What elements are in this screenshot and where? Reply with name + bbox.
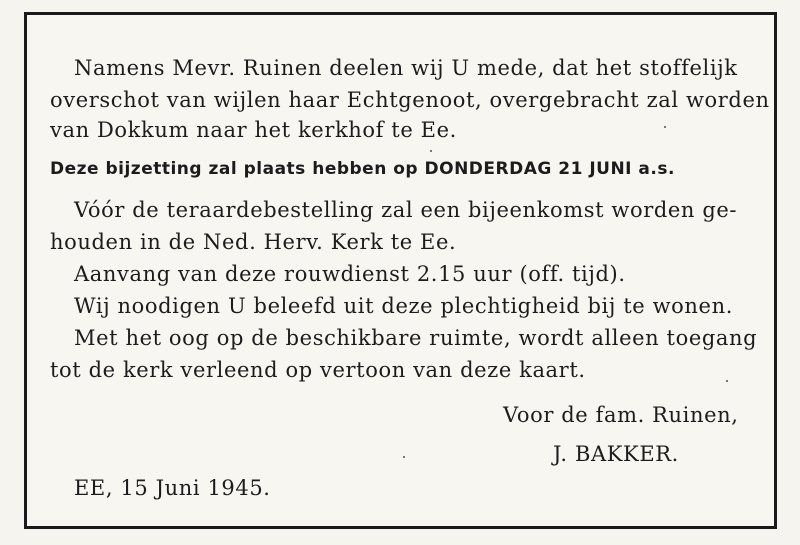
- signature: J. BAKKER.: [553, 442, 679, 466]
- date-line: EE, 15 Juni 1945.: [74, 476, 271, 500]
- para2-line-5: Met het oog op de beschikbare ruimte, wordt alleen toegang: [74, 326, 758, 350]
- para2-line-1: Vóór de teraardebestelling zal een bijeenkomst worden ge-: [74, 198, 738, 222]
- closing-line: Voor de fam. Ruinen,: [503, 403, 739, 427]
- para2-line-2: houden in de Ned. Herv. Kerk te Ee.: [50, 230, 457, 254]
- print-speck: [430, 150, 432, 152]
- announcement-line: Deze bijzetting zal plaats hebben op DONDERDAG 21 JUNI a.s.: [50, 159, 675, 179]
- print-speck: [664, 126, 666, 128]
- para1-line-3: van Dokkum naar het kerkhof te Ee.: [50, 118, 457, 142]
- para2-line-4: Wij noodigen U beleefd uit deze plechtigheid bij te wonen.: [74, 294, 733, 318]
- para2-line-6: tot de kerk verleend op vertoon van deze kaart.: [50, 358, 586, 382]
- para1-line-2: overschot van wijlen haar Echtgenoot, overgebracht zal worden: [50, 88, 770, 112]
- print-speck: [403, 456, 405, 458]
- print-speck: [726, 380, 728, 382]
- para1-line-1: Namens Mevr. Ruinen deelen wij U mede, dat het stoffelijk: [74, 56, 738, 80]
- para2-line-3: Aanvang van deze rouwdienst 2.15 uur (off. tijd).: [74, 262, 626, 286]
